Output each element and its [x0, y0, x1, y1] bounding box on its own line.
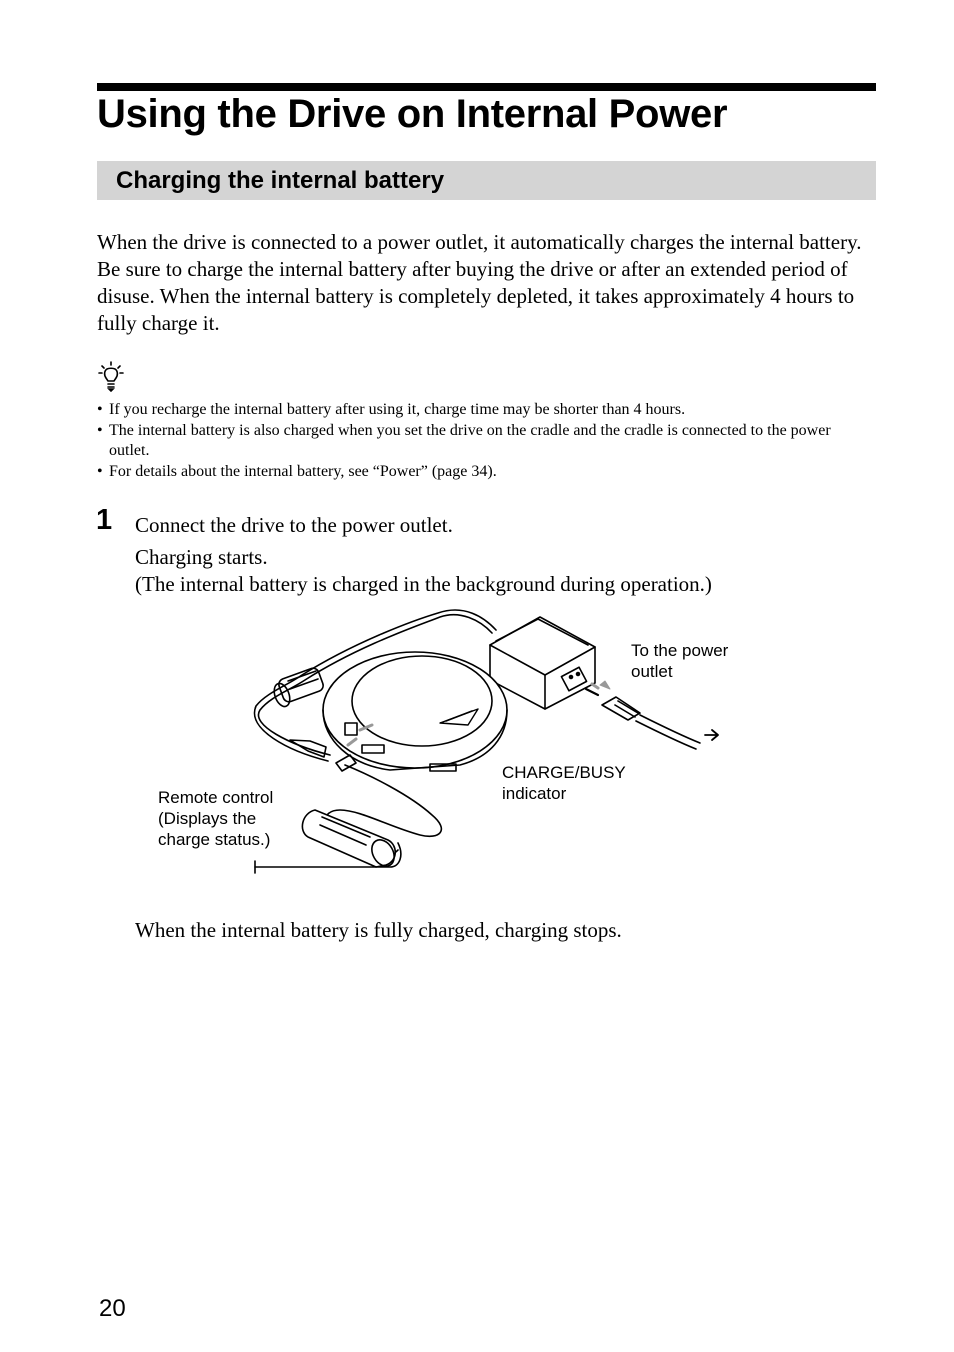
callout-line: indicator: [502, 784, 567, 803]
drive-unit: [323, 652, 507, 771]
section-heading-band: [97, 161, 876, 200]
step-instruction: Connect the drive to the power outlet.: [135, 513, 453, 537]
callout-line: CHARGE/BUSY: [502, 763, 626, 782]
hint-list: [97, 400, 872, 483]
step-number: 1: [96, 504, 113, 536]
intro-paragraph: When the drive is connected to a power outlet, it automatically charges the internal battery. Be sure to charge the internal battery after buying the drive or after an extended period of disuse. When the internal battery is completely depleted, it takes approximately 4 hours to fully charge it.: [97, 230, 862, 335]
page-title: Using the Drive on Internal Power: [97, 92, 728, 136]
title-rule: [97, 83, 876, 91]
callout-line: (Displays the: [158, 809, 257, 828]
callout-charge-busy-indicator: [502, 762, 626, 804]
hint-item: • If you recharge the internal battery after using it, charge time may be shorter than 4 hours.: [97, 400, 872, 420]
callout-line: outlet: [631, 662, 673, 681]
power-cord: [586, 689, 718, 749]
step-result: Charging starts.: [135, 545, 268, 569]
remote-control: [302, 810, 398, 870]
step-note: (The internal battery is charged in the background during operation.): [135, 572, 712, 596]
callout-remote-control: [158, 787, 273, 850]
callout-line: Remote control: [158, 788, 274, 807]
ac-adapter: [490, 617, 595, 709]
callout-line: charge status.): [158, 830, 271, 849]
hint-item: • The internal battery is also charged when you set the drive on the cradle and the cradle is connected to the power outlet.: [97, 421, 872, 461]
hint-item: • For details about the internal battery, see “Power” (page 34).: [97, 462, 872, 482]
lightbulb-hint-icon: [97, 360, 125, 392]
callout-power-outlet: [631, 640, 728, 682]
callout-line: To the power: [631, 641, 729, 660]
page-number: 20: [99, 1295, 126, 1322]
closing-paragraph: When the internal battery is fully charged, charging stops.: [135, 918, 622, 942]
section-heading: Charging the internal battery: [116, 167, 445, 194]
